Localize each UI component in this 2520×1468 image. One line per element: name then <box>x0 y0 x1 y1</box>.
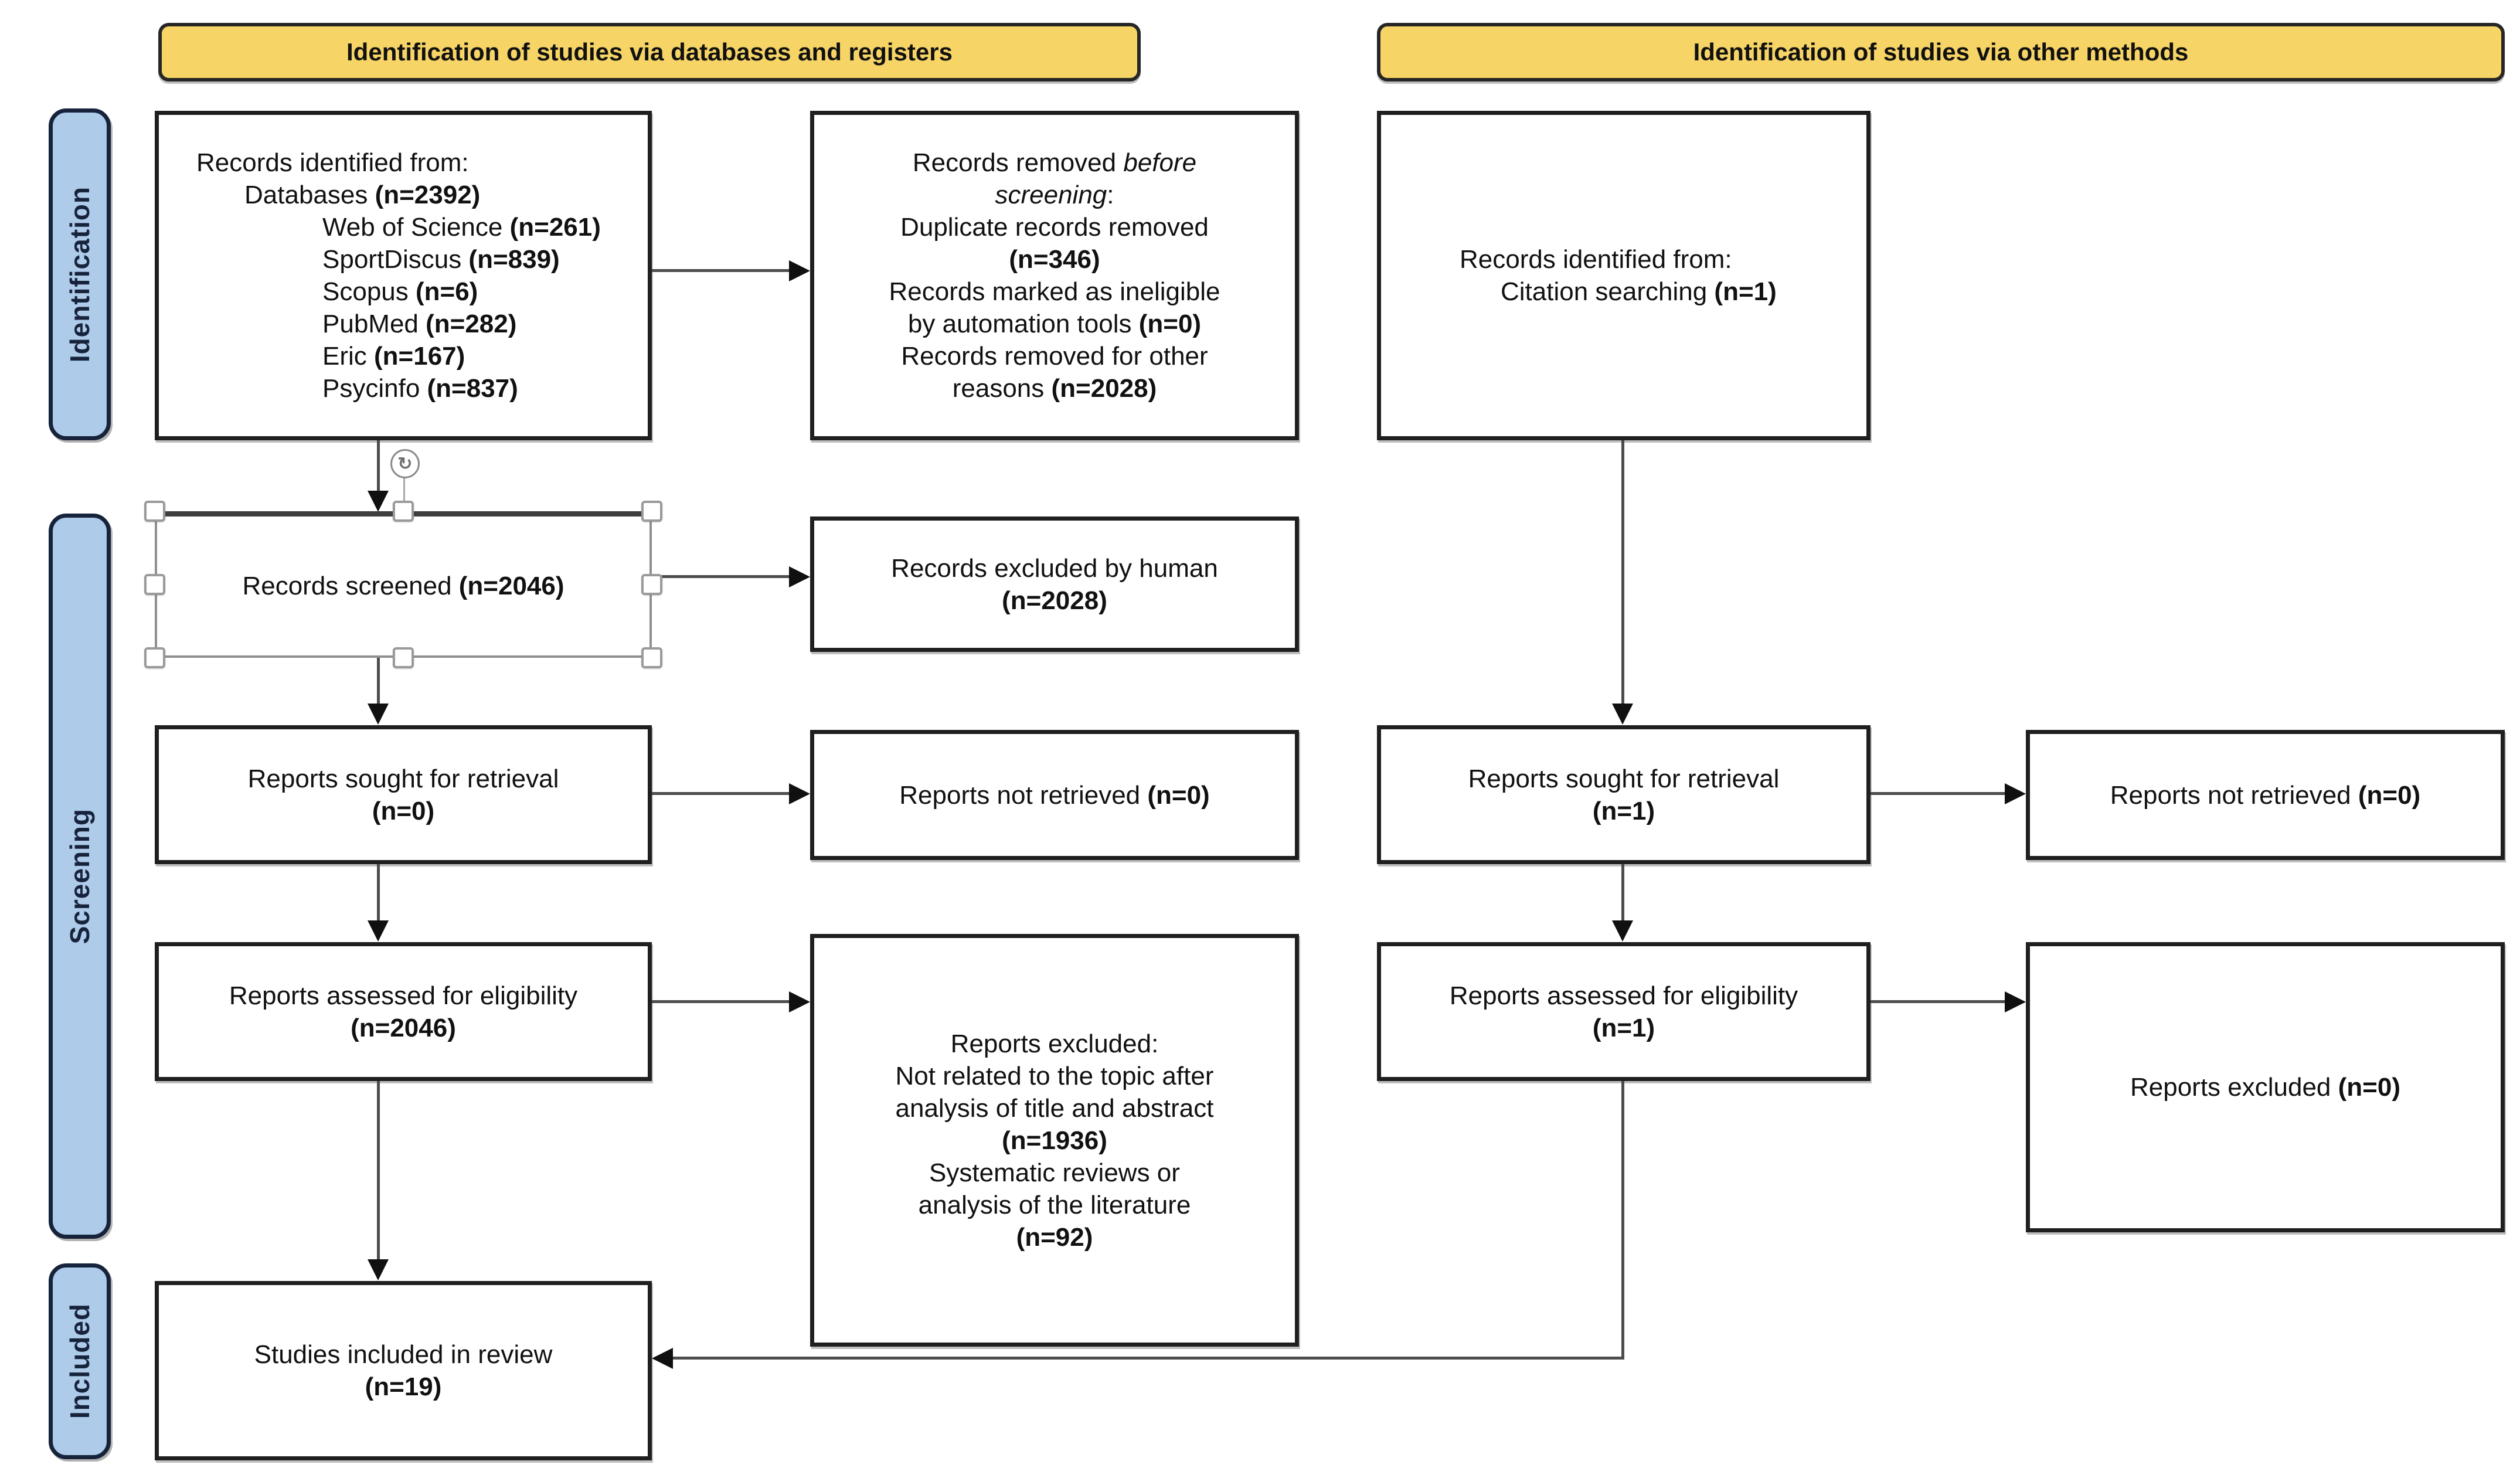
box-records-removed-before-screening[interactable] <box>810 111 1299 440</box>
box-text-line: Records marked as ineligible <box>889 277 1220 306</box>
box-text-line: Records removed for other <box>901 342 1208 371</box>
box-text-line: Psycinfo (n=837) <box>322 374 518 403</box>
banner-databases-registers[interactable] <box>158 23 1141 81</box>
box-records-excluded-human[interactable] <box>810 516 1299 652</box>
box-text-line: Reports sought for retrieval <box>1468 764 1780 793</box>
connector-assessed-to-excluded-line <box>652 1000 789 1003</box>
selection-handle-se[interactable] <box>641 647 662 668</box>
box-text-line: Reports assessed for eligibility <box>1449 981 1798 1010</box>
box-text-line: Citation searching (n=1) <box>1501 277 1777 306</box>
assessed-to-excluded-arrowhead <box>789 991 810 1012</box>
selection-handle-s[interactable] <box>393 647 414 668</box>
stage-included[interactable] <box>49 1263 111 1459</box>
box-text-line: (n=2028) <box>1002 586 1107 615</box>
screened-to-sought-arrowhead <box>368 704 389 725</box>
selection-handle-nw[interactable] <box>144 501 165 522</box>
connector-identified-to-removed-line <box>652 269 789 272</box>
box-text-line: Duplicate records removed <box>900 213 1209 242</box>
selection-handle-n[interactable] <box>393 501 414 522</box>
box-records-screened[interactable] <box>155 511 652 658</box>
box-text-line: by automation tools (n=0) <box>907 310 1202 338</box>
box-text-line: Records removed before <box>912 148 1197 177</box>
box-text-line: analysis of title and abstract <box>895 1093 1214 1123</box>
banner-other-label: Identification of studies via other methods <box>1693 38 2189 66</box>
box-text-line: Eric (n=167) <box>322 342 465 371</box>
box-text-line: (n=19) <box>365 1372 442 1401</box>
box-text-line: (n=346) <box>1009 245 1100 274</box>
box-text-line: Reports sought for retrieval <box>247 764 559 793</box>
connector-assessed-other-down-line <box>1621 1081 1624 1358</box>
selection-handle-ne[interactable] <box>641 501 662 522</box>
box-text-line: (n=1) <box>1592 796 1655 825</box>
stage-included-label: Included <box>64 1303 95 1419</box>
box-records-identified-databases[interactable] <box>155 111 652 440</box>
sought-other-to-notretrieved-arrowhead <box>2005 783 2026 804</box>
box-text-line: Reports excluded: <box>950 1029 1159 1058</box>
stage-screening[interactable] <box>49 514 111 1239</box>
connector-citation-to-sought-line <box>1621 440 1624 704</box>
sought-to-notretrieved-arrowhead <box>789 783 810 804</box>
box-text-line: Web of Science (n=261) <box>322 213 601 242</box>
banner-databases-label: Identification of studies via databases and registers <box>346 38 953 66</box>
box-text-line: Reports not retrieved (n=0) <box>2110 780 2421 810</box>
stage-identification-label: Identification <box>64 186 95 363</box>
assessed-other-to-excluded-arrowhead <box>2005 991 2026 1012</box>
stage-screening-label: Screening <box>64 808 95 944</box>
box-text-line: Records excluded by human <box>891 553 1218 583</box>
connector-sought-to-assessed-line <box>377 864 380 920</box>
screened-to-excluded-arrowhead <box>789 566 810 587</box>
selection-handle-e[interactable] <box>641 574 662 595</box>
box-text-line: SportDiscus (n=839) <box>322 245 560 274</box>
citation-to-sought-arrowhead <box>1612 704 1633 725</box>
box-text-line: Not related to the topic after <box>895 1061 1214 1090</box>
box-reports-excluded-other[interactable] <box>2026 942 2505 1232</box>
box-text-line: Reports excluded (n=0) <box>2130 1073 2400 1102</box>
box-text-line: analysis of the literature <box>918 1190 1191 1219</box>
identified-to-screened-arrowhead <box>368 491 389 512</box>
connector-sought-other-to-assessed-line <box>1621 864 1624 920</box>
box-text-line: screening: <box>995 181 1114 209</box>
box-text-line: PubMed (n=282) <box>322 310 517 338</box>
box-text-line: Studies included in review <box>254 1340 553 1369</box>
box-reports-not-retrieved-databases[interactable] <box>810 730 1299 860</box>
box-text-line: (n=1936) <box>1002 1126 1107 1155</box>
box-text-line: reasons (n=2028) <box>952 374 1157 403</box>
rotate-icon: ↻ <box>397 454 413 474</box>
box-text-line: (n=0) <box>372 796 435 825</box>
selection-handle-w[interactable] <box>144 574 165 595</box>
box-text-line: Records identified from: <box>196 148 469 177</box>
box-text-line: Records screened (n=2046) <box>242 572 564 600</box>
box-studies-included[interactable] <box>155 1281 652 1460</box>
box-text-line: Reports assessed for eligibility <box>229 981 578 1010</box>
box-text-line: Databases (n=2392) <box>244 181 481 209</box>
box-reports-excluded-databases[interactable] <box>810 934 1299 1347</box>
connector-other-to-included-line <box>673 1357 1624 1360</box>
sought-to-assessed-arrowhead <box>368 920 389 942</box>
box-text-line: (n=2046) <box>351 1013 456 1042</box>
connector-identified-to-screened-line <box>377 440 380 492</box>
box-text-line: Systematic reviews or <box>929 1158 1180 1187</box>
connector-sought-other-to-notretrieved-line <box>1871 792 2005 795</box>
box-text-line: Records identified from: <box>1460 245 1732 274</box>
sought-other-to-assessed-arrowhead <box>1612 920 1633 942</box>
box-reports-sought-databases[interactable] <box>155 725 652 864</box>
connector-sought-to-notretrieved-line <box>652 792 789 795</box>
connector-screened-to-sought-line <box>377 658 380 704</box>
box-text-line: (n=92) <box>1016 1222 1093 1252</box>
identified-to-removed-arrowhead <box>789 260 810 281</box>
banner-other-methods[interactable] <box>1377 23 2505 81</box>
box-text-line: Reports not retrieved (n=0) <box>899 780 1210 810</box>
connector-assessed-to-included-line <box>377 1081 380 1259</box>
box-reports-not-retrieved-other[interactable] <box>2026 730 2505 860</box>
box-reports-sought-other[interactable] <box>1377 725 1871 864</box>
other-to-included-arrowhead <box>652 1348 673 1369</box>
assessed-to-included-arrowhead <box>368 1259 389 1280</box>
connector-screened-to-excluded-line <box>662 575 789 578</box>
box-records-identified-other[interactable] <box>1377 111 1871 440</box>
box-reports-assessed-databases[interactable] <box>155 942 652 1081</box>
box-text-line: Scopus (n=6) <box>322 277 478 306</box>
selection-handle-sw[interactable] <box>144 647 165 668</box>
connector-assessed-other-to-excluded-line <box>1871 1000 2005 1003</box>
box-reports-assessed-other[interactable] <box>1377 942 1871 1081</box>
rotate-handle[interactable] <box>390 449 420 478</box>
stage-identification[interactable] <box>49 108 111 440</box>
box-text-line: (n=1) <box>1592 1013 1655 1042</box>
